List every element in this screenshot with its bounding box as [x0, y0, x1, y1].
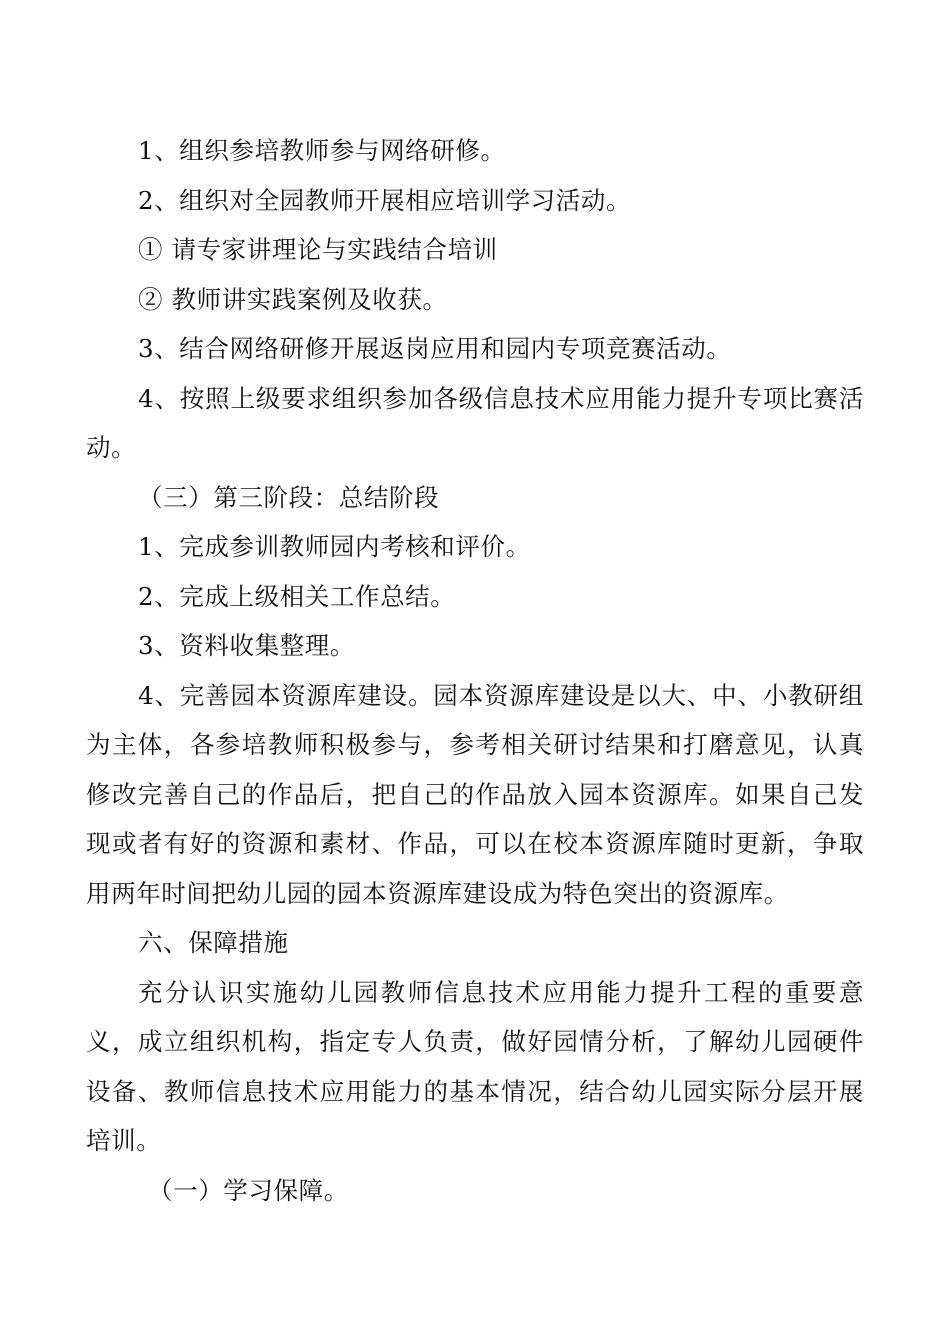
document-body: [86, 126, 864, 1215]
paragraph-item-2: 2、组织对全园教师开展相应培训学习活动。: [138, 185, 632, 215]
section-heading-learning-guarantee: （一）学习保障。: [148, 1175, 349, 1205]
paragraph-item-1: 1、组织参培教师参与网络研修。: [138, 136, 506, 165]
paragraph-safeguards-intro: 充分认识实施幼儿园教师信息技术应用能力提升工程的重要意义，成立组织机构，指定专人负责，做好园情分析，了解幼儿园硬件设备、教师信息技术应用能力的基本情况，结合幼儿园实际分层开展培训。: [86, 977, 864, 1155]
paragraph-subitem-2: ② 教师讲实践案例及收获。: [138, 284, 448, 314]
paragraph-item-4: 4、按照上级要求组织参加各级信息技术应用能力提升专项比赛活动。: [86, 383, 864, 462]
paragraph-summary-item-1: 1、完成参训教师园内考核和评价。: [138, 532, 531, 561]
paragraph-item-3: 3、结合网络研修开展返岗应用和园内专项竞赛活动。: [138, 334, 732, 363]
paragraph-summary-item-4: 4、完善园本资源库建设。园本资源库建设是以大、中、小教研组为主体，各参培教师积极参与，参考相关研讨结果和打磨意见，认真修改完善自己的作品后，把自己的作品放入园本资源库。如果自己发现或者有好的资源和素材、作品，可以在校本资源库随时更新，争取用两年时间把幼儿园的园本资源库建设成为特色突出的资源库。: [86, 680, 864, 908]
section-heading-safeguards: 六、保障措施: [138, 928, 289, 957]
section-heading-stage-three: （三）第三阶段：总结阶段: [138, 482, 440, 512]
paragraph-summary-item-3: 3、资料收集整理。: [138, 631, 355, 660]
paragraph-summary-item-2: 2、完成上级相关工作总结。: [138, 581, 456, 611]
paragraph-subitem-1: ① 请专家讲理论与实践结合培训: [138, 235, 498, 264]
